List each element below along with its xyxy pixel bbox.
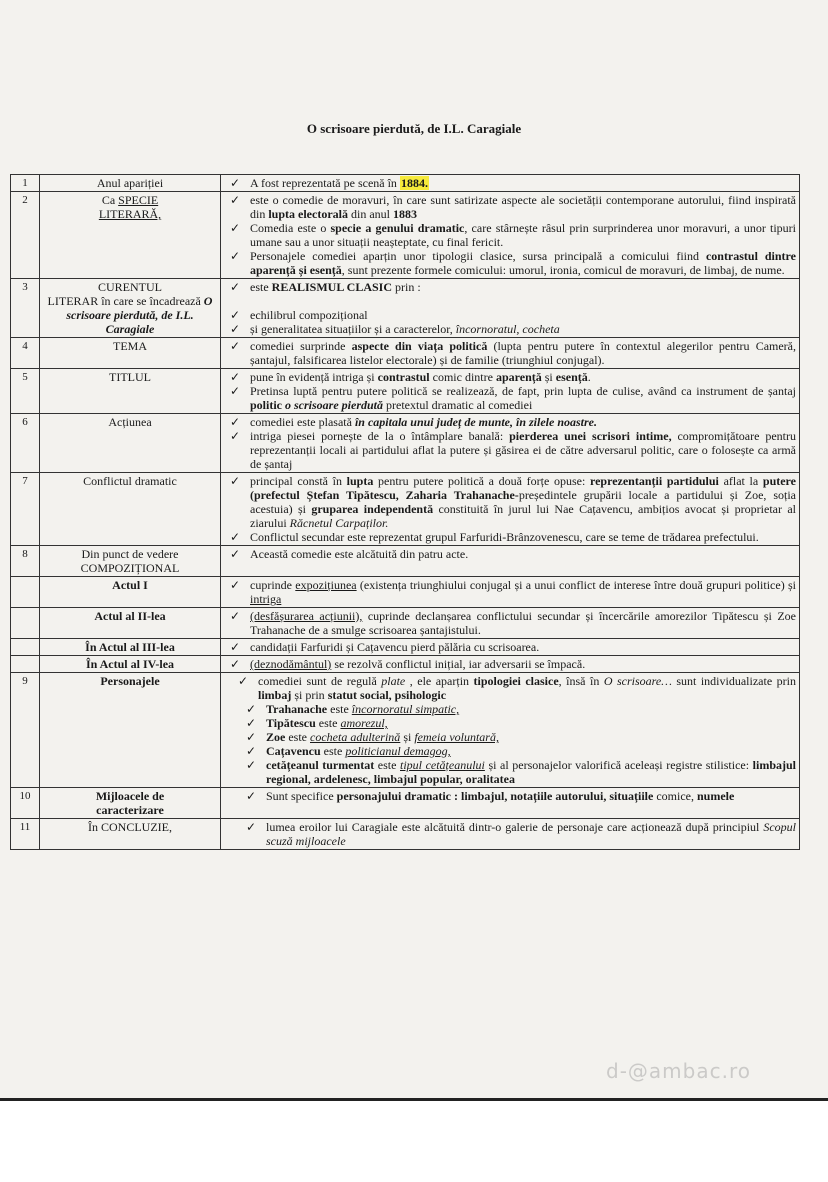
bullet-item: ✓ Cațavencu este politicianul demagog,	[224, 744, 796, 758]
check-icon: ✓	[230, 609, 241, 623]
check-icon: ✓	[230, 308, 241, 322]
summary-table	[10, 174, 800, 850]
bullet-item: ✓ Pretinsa luptă pentru putere politică se realizează, de fapt, prin lupta de culise, având ca instrument de șantaj politic o scrisoare pierdută pretextul dramatic al comediei	[224, 384, 796, 412]
check-icon: ✓	[230, 193, 241, 207]
row-number: 8	[11, 546, 40, 577]
check-icon: ✓	[230, 657, 241, 671]
check-icon: ✓	[230, 339, 241, 353]
row-label: TEMA	[40, 338, 221, 369]
check-icon: ✓	[246, 730, 257, 744]
row-label: CURENTUL LITERAR în care se încadrează O scrisoare pierdută, de I.L. Caragiale	[40, 279, 221, 338]
bullet-item: ✓ intriga piesei pornește de la o întâmplare banală: pierderea unei scrisori intime, compromițătoare pentru reprezentanții locali ai partidului aflat la putere și găsirea ei de către adversarul politic, care o folosește ca armă de șantaj	[224, 429, 796, 471]
row-number: 2	[11, 192, 40, 279]
bullet-item: ✓ (desfășurarea acțiunii), cuprinde declanșarea conflictului secundar și încercările amorezilor Tipătescu și Zoe Trahanache de a smulge scrisoarea șantajistului.	[224, 609, 796, 637]
check-icon: ✓	[230, 280, 241, 294]
table-row	[11, 192, 800, 279]
highlighted-year: 1884.	[400, 176, 428, 190]
row-content	[221, 175, 800, 192]
table-row	[11, 175, 800, 192]
row-label: În CONCLUZIE,	[40, 819, 221, 850]
row-number: 3	[11, 279, 40, 338]
table-row	[11, 279, 800, 338]
row-content	[221, 656, 800, 673]
check-icon: ✓	[230, 530, 241, 544]
check-icon: ✓	[230, 474, 241, 488]
row-content	[221, 639, 800, 656]
bullet-item: ✓ pune în evidență intriga și contrastul comic dintre aparență și esență.	[224, 370, 796, 384]
row-number: 9	[11, 673, 40, 788]
check-icon: ✓	[230, 547, 241, 561]
watermark: d-@ambac.ro	[606, 1059, 751, 1083]
bullet-item: ✓ comediei sunt de regulă plate , ele aparțin tipologiei clasice, însă în O scrisoare… sunt individualizate prin limbaj și prin statut social, psihologic	[224, 674, 796, 702]
check-icon: ✓	[246, 716, 257, 730]
check-icon: ✓	[246, 820, 257, 834]
row-content	[221, 608, 800, 639]
bullet-item: ✓ candidații Farfuridi și Cațavencu pierd pălăria cu scrisoarea.	[224, 640, 796, 654]
table-row	[11, 608, 800, 639]
check-icon: ✓	[230, 370, 241, 384]
bullet-item: ✓ Această comedie este alcătuită din patru acte.	[224, 547, 796, 561]
bullet-item: ✓ comediei surprinde aspecte din viața politică (lupta pentru putere în contextul alegerilor pentru Cameră, șantajul, falsificarea listelor electorale) și de familie (triunghiul conjugal).	[224, 339, 796, 367]
table-row	[11, 473, 800, 546]
bullet-item: ✓ cuprinde expozițiunea (existența triunghiului conjugal și a unui conflict de interese între două grupuri politice) și intriga	[224, 578, 796, 606]
bullet-item: ✓ comediei este plasată în capitala unui județ de munte, în zilele noastre.	[224, 415, 796, 429]
bullet-item: ✓ Tipătescu este amorezul,	[224, 716, 796, 730]
row-content	[221, 279, 800, 338]
bullet-item: ✓ cetățeanul turmentat este tipul cetățeanului și al personajelor valorifică aceleași registre stilistice: limbajul regional, ardelenesc, limbajul popular, oralitatea	[224, 758, 796, 786]
row-label: În Actul al III-lea	[40, 639, 221, 656]
row-label: Ca SPECIE LITERARĂ,	[40, 192, 221, 279]
table-row	[11, 673, 800, 788]
row-label: Personajele	[40, 673, 221, 788]
bullet-item: ✓ Trahanache este încornoratul simpatic,	[224, 702, 796, 716]
check-icon: ✓	[230, 221, 241, 235]
row-content	[221, 473, 800, 546]
bullet-item: ✓ A fost reprezentată pe scenă în 1884.	[224, 176, 796, 190]
row-content	[221, 338, 800, 369]
table-row	[11, 788, 800, 819]
bullet-item: ✓ Sunt specifice personajului dramatic : limbajul, notațiile autorului, situațiile comice, numele	[224, 789, 796, 803]
table-row	[11, 546, 800, 577]
bullet-item: ✓ principal constă în lupta pentru putere politică a două forțe opuse: reprezentanții partidului aflat la putere (prefectul Ștefan Tipătescu, Zaharia Trahanache-președintele grupării locale a partidului și Zoe, soția acestuia) și gruparea independentă constituită în jurul lui Nae Cațavencu, ambițios avocat și proprietar al ziarului Răcnetul Carpaților.	[224, 474, 796, 530]
table-row	[11, 639, 800, 656]
row-label: În Actul al IV-lea	[40, 656, 221, 673]
table-row	[11, 656, 800, 673]
check-icon: ✓	[238, 674, 249, 688]
bullet-item: ✓ Personajele comediei aparțin unor tipologii clasice, sursa principală a comicului fiind contrastul dintre aparență și esență, sunt prezente formele comicului: umorul, ironia, comicul de moravuri, de limbaj, de nume.	[224, 249, 796, 277]
check-icon: ✓	[230, 640, 241, 654]
row-label: Actul al II-lea	[40, 608, 221, 639]
row-label: Acțiunea	[40, 414, 221, 473]
row-label: Anul apariției	[40, 175, 221, 192]
row-content	[221, 673, 800, 788]
check-icon: ✓	[230, 322, 241, 336]
row-content	[221, 577, 800, 608]
row-content	[221, 369, 800, 414]
check-icon: ✓	[230, 384, 241, 398]
row-label: Mijloacele de caracterizare	[40, 788, 221, 819]
bullet-item: ✓ Zoe este cocheta adulterină și femeia voluntară,	[224, 730, 796, 744]
document-title: O scrisoare pierdută, de I.L. Caragiale	[306, 121, 522, 136]
row-content	[221, 546, 800, 577]
row-label: Din punct de vedere COMPOZIȚIONAL	[40, 546, 221, 577]
row-number: 7	[11, 473, 40, 546]
row-label: Actul I	[40, 577, 221, 608]
row-label: Conflictul dramatic	[40, 473, 221, 546]
bullet-item: ✓ (deznodământul) se rezolvă conflictul inițial, iar adversarii se împacă.	[224, 657, 796, 671]
table-row	[11, 369, 800, 414]
row-number: 4	[11, 338, 40, 369]
check-icon: ✓	[230, 249, 241, 263]
table-row	[11, 338, 800, 369]
row-content	[221, 788, 800, 819]
check-icon: ✓	[246, 789, 257, 803]
bullet-item: ✓ echilibrul compozițional	[224, 308, 796, 322]
bullet-item: ✓ este o comedie de moravuri, în care sunt satirizate aspecte ale societății contemporane autorului, fiind inspirată din lupta electorală din anul 1883	[224, 193, 796, 221]
check-icon: ✓	[230, 176, 241, 190]
bullet-item: ✓ Conflictul secundar este reprezentat grupul Farfuridi-Brânzovenescu, care se teme de trădarea prefectului.	[224, 530, 796, 544]
row-content	[221, 414, 800, 473]
row-number: 10	[11, 788, 40, 819]
row-content	[221, 819, 800, 850]
table-row	[11, 577, 800, 608]
check-icon: ✓	[246, 744, 257, 758]
row-number: 5	[11, 369, 40, 414]
row-number: 11	[11, 819, 40, 850]
row-number: 1	[11, 175, 40, 192]
bullet-item: ✓ și generalitatea situațiilor și a caracterelor, încornoratul, cocheta	[224, 322, 796, 336]
bullet-item: ✓ lumea eroilor lui Caragiale este alcătuită dintr-o galerie de personaje care acționează după principiul Scopul scuză mijloacele	[224, 820, 796, 848]
bullet-item: ✓ Comedia este o specie a genului dramatic, care stârnește râsul prin surprinderea unor moravuri, a unor tipuri umane sau a unor situații neașteptate, cu final fericit.	[224, 221, 796, 249]
check-icon: ✓	[230, 415, 241, 429]
table-row	[11, 414, 800, 473]
row-content	[221, 192, 800, 279]
table-row	[11, 819, 800, 850]
check-icon: ✓	[246, 702, 257, 716]
check-icon: ✓	[230, 429, 241, 443]
bullet-item: ✓ este REALISMUL CLASIC prin :	[224, 280, 796, 294]
check-icon: ✓	[246, 758, 257, 772]
check-icon: ✓	[230, 578, 241, 592]
row-label: TITLUL	[40, 369, 221, 414]
row-number: 6	[11, 414, 40, 473]
